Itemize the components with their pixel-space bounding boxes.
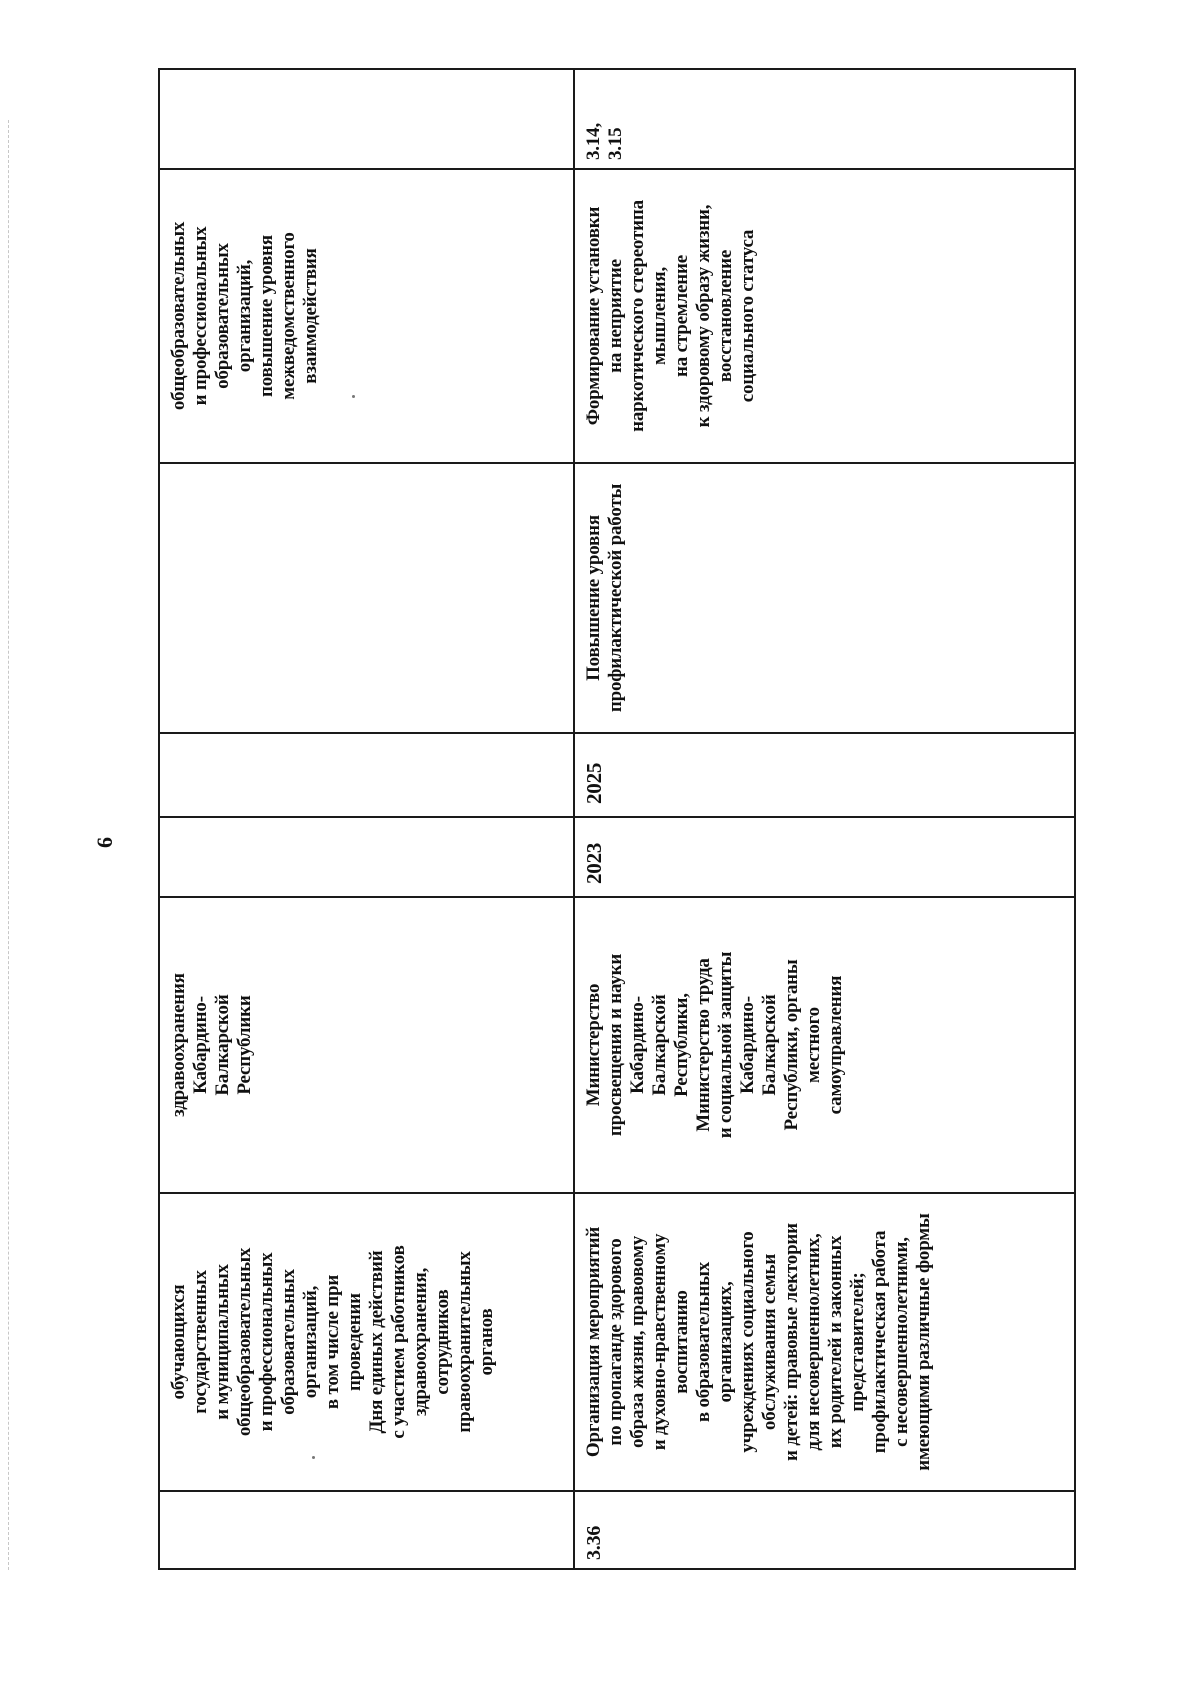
end-year-cell: 2025 <box>574 733 1075 817</box>
start-year-cell <box>159 817 574 897</box>
table-container <box>158 70 1074 1570</box>
final-result-cell: общеобразовательных и профессиональных образовательных организаций, повышение уровня межведомственного взаимодействия <box>159 169 574 463</box>
reference-cell <box>159 69 574 169</box>
item-number-cell <box>159 1491 574 1569</box>
scan-edge-mark <box>8 120 10 1570</box>
page-number: 6 <box>92 837 117 848</box>
executors-cell: Министерство просвещения и науки Кабардино- Балкарской Республики, Министерство труда и социальной защиты Кабардино- Балкарской Республики, органы местного самоуправления <box>574 897 1075 1193</box>
reference-cell: 3.14, 3.15 <box>574 69 1075 169</box>
item-number-cell: 3.36 <box>574 1491 1075 1569</box>
end-year-cell <box>159 733 574 817</box>
activity-cell: Организация мероприятий по пропаганде здорового образа жизни, правовому и духовно-нравственному воспитанию в образовательных организациях, учреждениях социального обслуживания семьи и детей: правовые лектории для несовершеннолетних, их родителей и законных представителей; профилактическая работа с несовершеннолетними, имеющими различные формы <box>574 1193 1075 1491</box>
direct-result-cell <box>159 463 574 733</box>
table-row <box>574 69 1075 1569</box>
table-row <box>159 69 574 1569</box>
activity-cell: обучающихся государственных и муниципальных общеобразовательных и профессиональных образовательных организаций, в том числе при проведении Дня единых действий с участием работников здравоохранения, сотрудников правоохранительных органов <box>159 1193 574 1491</box>
start-year-cell: 2023 <box>574 817 1075 897</box>
final-result-cell: Формирование установки на неприятие наркотического стереотипа мышления, на стремление к здоровому образу жизни, восстановление социального статуса <box>574 169 1075 463</box>
activity-table <box>158 68 1076 1570</box>
direct-result-cell: Повышение уровня профилактической работы <box>574 463 1075 733</box>
executors-cell: здравоохранения Кабардино- Балкарской Республики <box>159 897 574 1193</box>
